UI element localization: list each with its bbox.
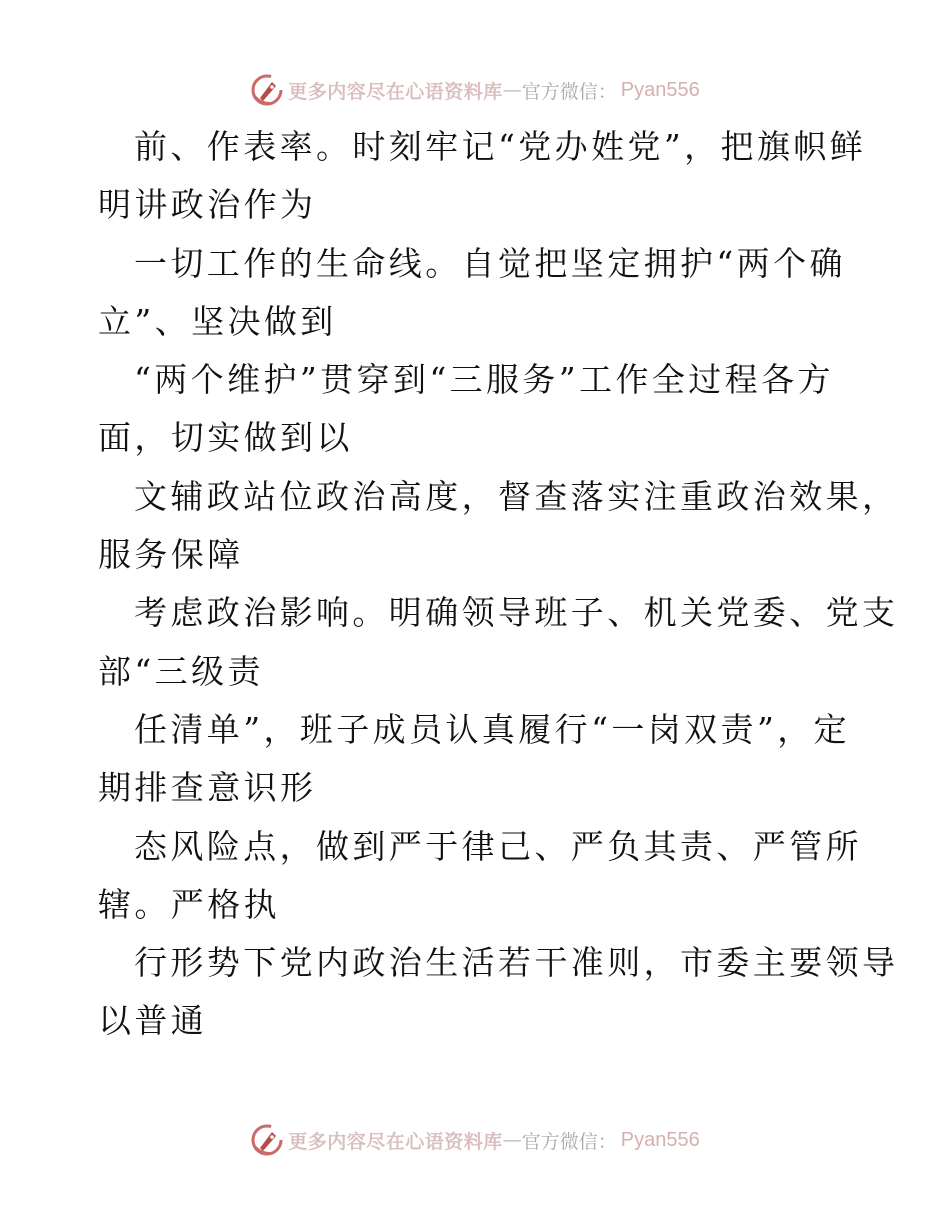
watermark-separator: — <box>502 79 522 101</box>
body-line: 面，切实做到以 <box>98 418 353 458</box>
body-line: 明讲政治作为 <box>98 185 317 225</box>
body-line: “两个维护”贯穿到“三服务”工作全过程各方 <box>134 360 834 400</box>
watermark-label: 官方微信： <box>521 1130 617 1153</box>
body-line: 服务保障 <box>98 535 244 575</box>
body-line: 文辅政站位政治高度，督查落实注重政治效果， <box>134 476 899 516</box>
body-line: 考虑政治影响。明确领导班子、机关党委、党支 <box>134 593 899 633</box>
body-line: 前、作表率。时刻牢记“党办姓党”，把旗帜鲜 <box>134 127 867 166</box>
body-line: 态风险点，做到严于律己、严负其责、严管所 <box>134 826 862 866</box>
watermark-id: Pyan556 <box>620 78 700 101</box>
body-line: 立”、坚决做到 <box>98 301 337 341</box>
watermark-separator: — <box>502 1129 522 1151</box>
document-body <box>98 118 899 1051</box>
header-watermark <box>0 70 950 110</box>
body-line: 以普通 <box>98 1001 208 1041</box>
pen-nib-circle-icon <box>250 73 284 107</box>
pen-nib-circle-icon <box>250 1123 284 1157</box>
footer-watermark <box>0 1120 950 1160</box>
body-line: 辖。严格执 <box>98 884 280 924</box>
body-line: 期排查意识形 <box>98 768 317 808</box>
body-line: 任清单”，班子成员认真履行“一岗双责”，定 <box>134 709 851 749</box>
watermark-label: 官方微信： <box>521 80 617 103</box>
body-line: 一切工作的生命线。自觉把坚定拥护“两个确 <box>134 243 846 283</box>
watermark-brand: 更多内容尽在心语资料库 <box>288 80 503 103</box>
body-line: 部“三级责 <box>98 651 264 691</box>
watermark-id: Pyan556 <box>620 1128 700 1151</box>
watermark-brand: 更多内容尽在心语资料库 <box>288 1130 503 1153</box>
body-line: 行形势下党内政治生活若干准则，市委主要领导 <box>134 943 899 983</box>
